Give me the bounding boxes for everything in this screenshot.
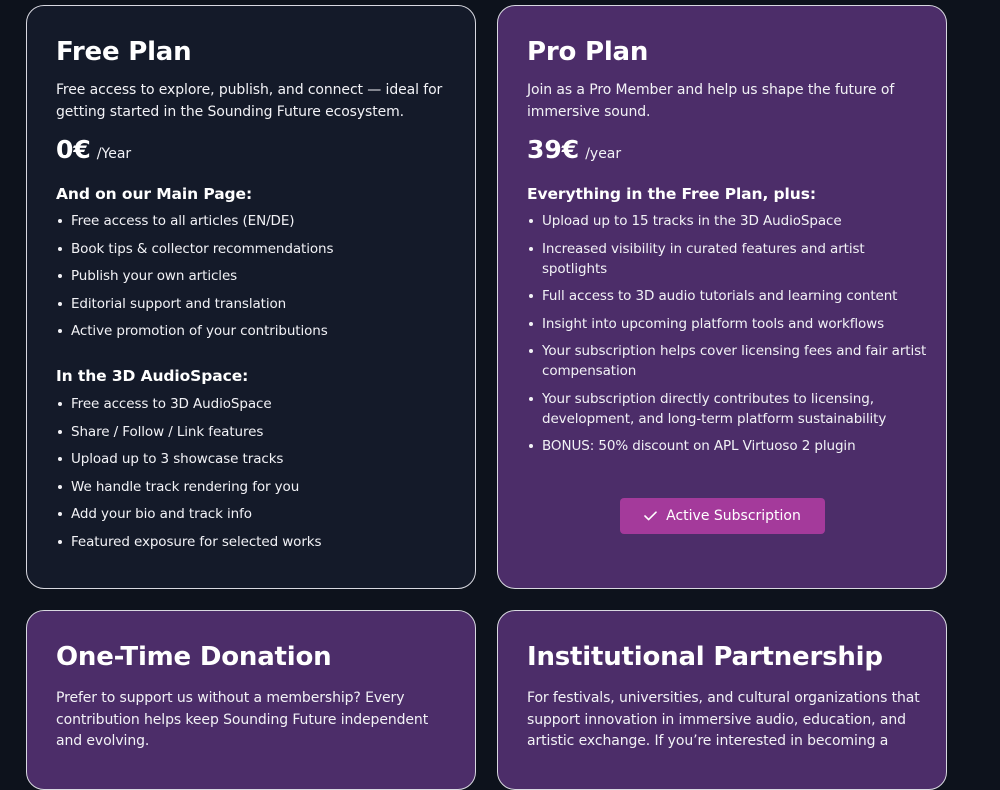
feature-item: We handle track rendering for you [56,477,456,497]
pro-plan-period: /year [585,146,622,162]
feature-item: Featured exposure for selected works [56,532,456,552]
feature-item: Upload up to 15 tracks in the 3D AudioSpace [527,211,927,231]
feature-item: Full access to 3D audio tutorials and learning content [527,286,927,306]
feature-item: Insight into upcoming platform tools and workflows [527,314,927,334]
donation-card [26,610,476,790]
feature-item: Your subscription directly contributes to licensing, development, and long-term platform sustainability [527,389,927,429]
feature-item: Add your bio and track info [56,504,456,524]
feature-item: Active promotion of your contributions [56,321,456,341]
pro-plan-feature-list [527,211,946,456]
audiospace-heading: In the 3D AudioSpace: [56,367,249,385]
feature-item: Editorial support and translation [56,294,456,314]
free-plan-price-row [56,134,475,164]
audiospace-feature-list [56,394,475,552]
pro-plan-title: Pro Plan [527,37,649,67]
pro-plan-price: 39€ [527,135,580,164]
feature-item: Book tips & collector recommendations [56,239,456,259]
main-page-heading: And on our Main Page: [56,185,253,203]
partnership-title: Institutional Partnership [527,642,883,672]
feature-item: Share / Follow / Link features [56,422,456,442]
free-plan-price: 0€ [56,135,91,164]
main-page-feature-list [56,211,475,341]
partnership-card [497,610,947,790]
partnership-description: For festivals, universities, and cultural organizations that support innovation in immersive audio, education, and artistic exchange. If you’re interested in becoming a [527,690,920,749]
donation-title: One-Time Donation [56,642,332,672]
feature-item: Your subscription helps cover licensing fees and fair artist compensation [527,341,927,381]
free-plan-description: Free access to explore, publish, and connect — ideal for getting started in the Sounding Future ecosystem. [56,82,443,120]
pro-plan-price-row [527,134,946,164]
free-plan-card [26,5,476,589]
feature-item: Publish your own articles [56,266,456,286]
feature-item: BONUS: 50% discount on APL Virtuoso 2 plugin [527,436,927,456]
active-subscription-label: Active Subscription [666,508,801,524]
free-plan-period: /Year [96,146,132,162]
pro-plan-description: Join as a Pro Member and help us shape the future of immersive sound. [527,82,895,120]
donation-description: Prefer to support us without a membership? Every contribution helps keep Sounding Future independent and evolving. [56,690,429,749]
pro-plan-card [497,5,947,589]
check-icon [644,511,657,521]
feature-item: Free access to 3D AudioSpace [56,394,456,414]
feature-item: Free access to all articles (EN/DE) [56,211,456,231]
pro-plan-section-heading: Everything in the Free Plan, plus: [527,185,816,203]
feature-item: Upload up to 3 showcase tracks [56,449,456,469]
feature-item: Increased visibility in curated features and artist spotlights [527,239,927,279]
active-subscription-button[interactable] [620,498,825,534]
free-plan-title: Free Plan [56,37,192,67]
